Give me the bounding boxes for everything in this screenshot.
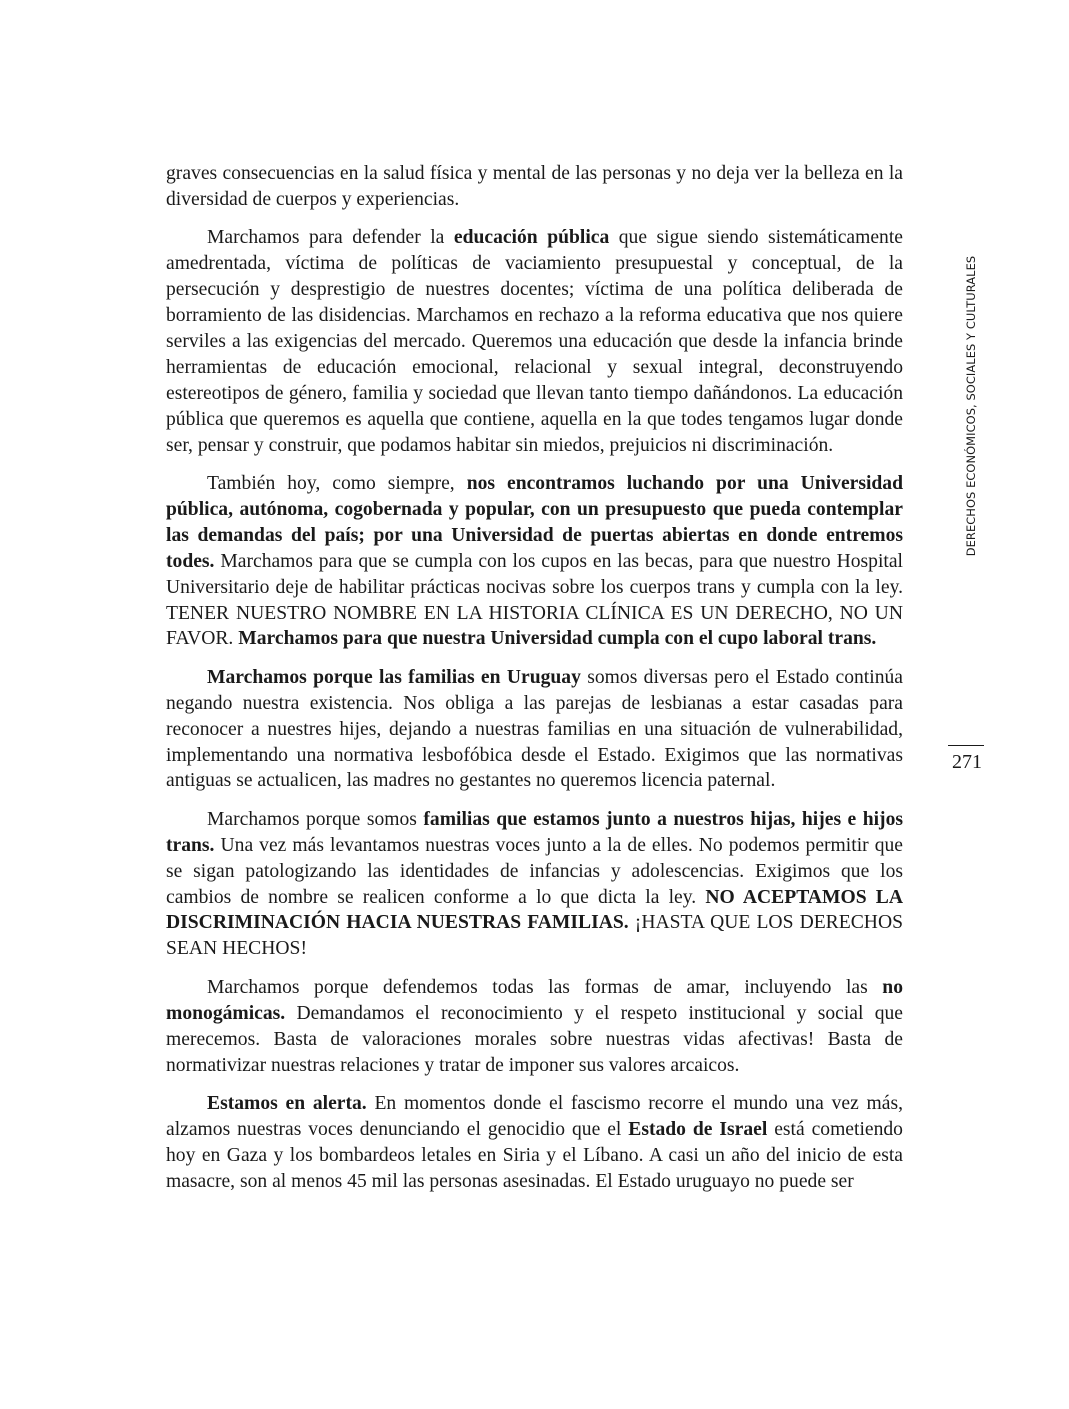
bold-text-run: Estado de Israel [628,1118,768,1140]
text-run: ¡HASTA QUE LOS DERECHOS SEAN HECHOS! [166,912,903,960]
text-run: Demandamos el reconocimiento y el respeto institucional y social que merecemos. Basta de valoraciones morales sobre nuestras vidas afectivas! Basta de normativizar nuestras relaciones y tratar de imponer sus valores arcaicos. [166,1002,903,1076]
text-run: Marchamos para defender la [207,227,454,249]
bold-text-run: Marchamos para que nuestra Universidad cumpla con el cupo laboral trans. [238,628,877,650]
bold-text-run: Marchamos porque las familias en Uruguay [207,666,581,688]
page-number-rule [948,745,984,746]
paragraph [166,225,903,458]
paragraph [166,665,903,795]
text-run: Marchamos para que se cumpla con los cupos en las becas, para que nuestro Hospital Universitario deje de habilitar prácticas nocivas sobre los cuerpos trans y cumpla con la ley. TENER NUESTRO NOMBRE EN LA HISTORIA CLÍNICA ES UN DERECHO, NO UN FAVOR. [166,550,903,650]
bold-text-run: familias que estamos junto a nuestros hijas, hijes e hijos trans. [166,808,903,856]
paragraph [166,471,903,652]
paragraph [166,1091,903,1195]
bold-text-run: educación pública [453,227,610,249]
body-text [166,161,903,1207]
paragraph [166,807,903,962]
bold-text-run: NO ACEPTAMOS LA DISCRIMINACIÓN HACIA NUESTRAS FAMILIAS. [166,886,904,934]
text-run: También hoy, como siempre, [207,472,467,494]
text-run: está cometiendo hoy en Gaza y los bombardeos letales en Siria y el Líbano. A casi un año del inicio de esta masacre, son al menos 45 mil las personas asesinadas. El Estado uruguayo no puede ser [166,1118,903,1192]
text-run: Marchamos porque defendemos todas las formas de amar, incluyendo las [207,976,883,998]
paragraph [166,975,903,1079]
text-run: graves consecuencias en la salud física y mental de las personas y no deja ver la belleza en la diversidad de cuerpos y experiencias. [166,163,903,210]
paragraph [166,161,903,213]
running-side-header [949,247,979,565]
page-number: 271 [952,751,982,773]
bold-text-run: no monogámicas. [166,976,903,1024]
text-run: somos diversas pero el Estado continúa negando nuestra existencia. Nos obliga a las parejas de lesbianas a estar casadas para reconocer a nuestres hijes, dejando a nuestras familias en una situación de vulnerabilidad, implementando una normativa lesbofóbica desde el Estado. Exigimos que las normativas antiguas se actualicen, las madres no gestantes no queremos licencia paternal. [166,666,903,792]
text-run: que sigue siendo sistemáticamente amedrentada, víctima de políticas de vaciamiento presupuestal y conceptual, de la persecución y desprestigio de nuestres docentes; víctima de una política deliberada de borramiento de las disidencias. Marchamos en rechazo a la reforma educativa que nos quiere serviles a las exigencias del mercado. Queremos una educación que desde la infancia brinde herramientas de educación emocional, relacional y sexual integral, deconstruyendo estereotipos de género, familia y sociedad que llevan tanto tiempo dañándonos. La educación pública que queremos es aquella que contiene, aquella en la que todes tengamos lugar donde ser, pensar y construir, que podamos habitar sin miedos, prejuicios ni discriminación. [166,227,903,456]
text-run: En momentos donde el fascismo recorre el mundo una vez más, alzamos nuestras voces denunciando el genocidio que el [166,1092,903,1140]
text-run: Una vez más levantamos nuestras voces junto a la de elles. No podemos permitir que se sigan patologizando las identidades de infancias y adolescencias. Exigimos que los cambios de nombre se realicen conforme a lo que dicta la ley. [166,834,903,908]
text-run: Marchamos porque somos [207,808,424,830]
side-header-text: DERECHOS ECONÓMICOS, SOCIALES Y CULTURALES [964,255,978,557]
bold-text-run: nos encontramos luchando por una Universidad pública, autónoma, cogobernada y popular, con un presupuesto que pueda contemplar las demandas del país; por una Universidad de puertas abiertas en donde entremos todes. [166,472,903,572]
bold-text-run: Estamos en alerta. [207,1092,367,1114]
